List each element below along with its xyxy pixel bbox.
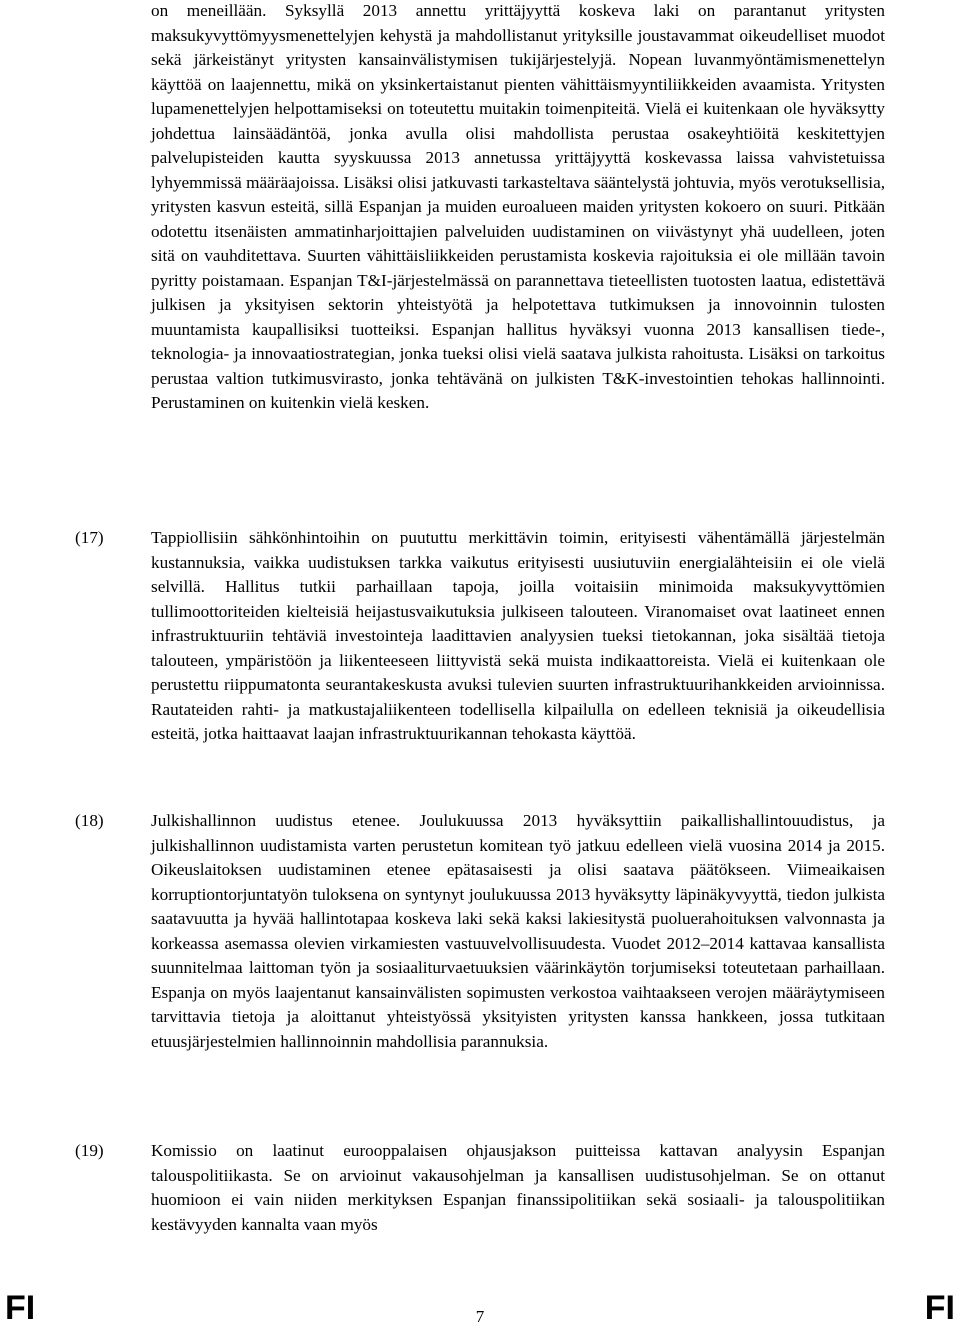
paragraph-text: on meneillään. Syksyllä 2013 annettu yrittäjyyttä koskeva laki on parantanut yritysten maksukyvyttömyysmenettelyjen kehystä ja mahdollistanut yrityksille joustavammat oikeudelliset muodot sekä järkeistänyt yritysten kansainvälistymisen tukijärjestelyjä. Nopean luvanmyöntämismenettelyn käyttöä on laajennettu, mikä on yksinkertaistanut pienten vähittäismyyntiliikkeiden avaamista. Yritysten lupamenettelyjen helpottamiseksi on toteutettu muitakin toimenpiteitä. Vielä ei kuitenkaan ole hyväksytty johdettua lainsäädäntöä, jonka avulla olisi mahdollista perustaa osakeyhtiöitä keskitettyjen palvelupisteiden kautta syyskuussa 2013 annetussa yrittäjyyttä koskevassa laissa vahvistetuissa lyhyemmissä määräajoissa. Lisäksi olisi jatkuvasti tarkasteltava sääntelystä johtuvia, myös verotuksellisia, yritysten kasvun esteitä, sillä Espanjan ja muiden euroalueen maiden yritysten kokoero on suuri. Pitkään odotettu itsenäisten ammatinharjoittajien palveluiden uudistaminen on viivästynyt yhä uudelleen, joten sitä on vauhditettava. Suurten vähittäisliikkeiden perustamista koskevia rajoituksia ei ole millään tavoin pyritty poistamaan. Espanjan T&I-järjestelmässä on parannettava tieteellisten tuotosten laatua, edistettävä julkisen ja yksityisen sektorin yhteistyötä ja helpotettava tutkimuksen ja innovoinnin tulosten muuntamista kaupallisiksi tuotteiksi. Espanjan hallitus hyväksyi vuonna 2013 kansallisen tiede-, teknologia- ja innovaatiostrategian, jonka tueksi olisi vielä saatava julkista rahoitusta. Lisäksi on tarkoitus perustaa valtion tutkimusvirasto, jonka tehtävänä on julkisten T&K-investointien tehokas hallinnointi. Perustaminen on kuitenkin vielä kesken. [151,1,885,412]
paragraph-number: (18) [75,811,104,830]
footer-language-code-left: FI [5,1289,36,1327]
paragraph-text: Komissio on laatinut eurooppalaisen ohjausjakson puitteissa kattavan analyysin Espanjan talouspolitiikasta. Se on arvioinut vakausohjelman ja kansallisen uudistusohjelman. Se on ottanut huomioon ei vain niiden merkityksen Espanjan finanssipolitiikan sekä sosiaali- ja talouspolitiikan kestävyyden kannalta vaan myös [151,1141,885,1234]
numbered-paragraph [0,526,960,747]
numbered-paragraph [0,1139,960,1237]
continuation-paragraph [0,0,960,416]
paragraph-number: (17) [75,528,104,547]
paragraph-text: Tappiollisiin sähkönhintoihin on puututtu merkittävin toimin, erityisesti vähentämällä järjestelmän kustannuksia, vaikka uudistuksen tarkka vaikutus erityisesti uusiutuviin energialähteisiin ei ole vielä selvillä. Hallitus tutkii parhaillaan tapoja, joilla voitaisiin minimoida maksukyvyttömien tullimoottoriteiden kielteisiä heijastusvaikutuksia julkiseen talouteen. Viranomaiset ovat laatineet ennen infrastruktuuriin tehtäviä investointeja laadittavien analyysien tueksi tietokannan, joka sisältää tietoja talouteen, ympäristöön ja liikenteeseen liittyvistä sekä muista indikaattoreista. Vielä ei kuitenkaan ole perustettu riippumatonta seurantakeskusta avuksi tulevien suurten infrastruktuurihankkeiden arvioinnissa. Rautateiden rahti- ja matkustajaliikenteen todellisella kilpailulla on edelleen teknisiä ja oikeudellisia esteitä, jotka haittaavat laajan infrastruktuurikannan tehokasta käyttöä. [151,528,885,743]
paragraph-text: Julkishallinnon uudistus etenee. Joulukuussa 2013 hyväksyttiin paikallishallintouudistus, ja julkishallinnon uudistamista varten perustetun komitean työ jatkuu edelleen vielä vuosina 2014 ja 2015. Oikeuslaitoksen uudistaminen etenee epätasaisesti ja olisi saatava päätökseen. Viimeaikaisen korruptiontorjuntatyön tuloksena on syntynyt joulukuussa 2013 hyväksytty läpinäkyvyyttä, tiedon julkista saatavuutta ja hyvää hallintotapaa koskeva laki sekä kaksi lakiesitystä puoluerahoituksen valvonnasta ja korkeassa asemassa olevien virkamiesten vastuuvelvollisuudesta. Vuodet 2012–2014 kattavaa kansallista suunnitelmaa laittoman työn ja sosiaaliturvaetuuksien väärinkäytön torjumiseksi toteutetaan parhaillaan. Espanja on myös laajentanut kansainvälisten sopimusten verkostoa vaihtaakseen verojen määräytymiseen tarvittavia tietoja ja aloittanut yhteistyössä yksityisten yritysten kanssa hankkeen, jossa tutkitaan etuusjärjestelmien hallinnoinnin mahdollisia parannuksia. [151,811,885,1051]
footer-language-code-right: FI [924,1289,955,1327]
numbered-paragraph [0,809,960,1054]
paragraph-number: (19) [75,1141,104,1160]
page-number: 7 [475,1307,485,1326]
